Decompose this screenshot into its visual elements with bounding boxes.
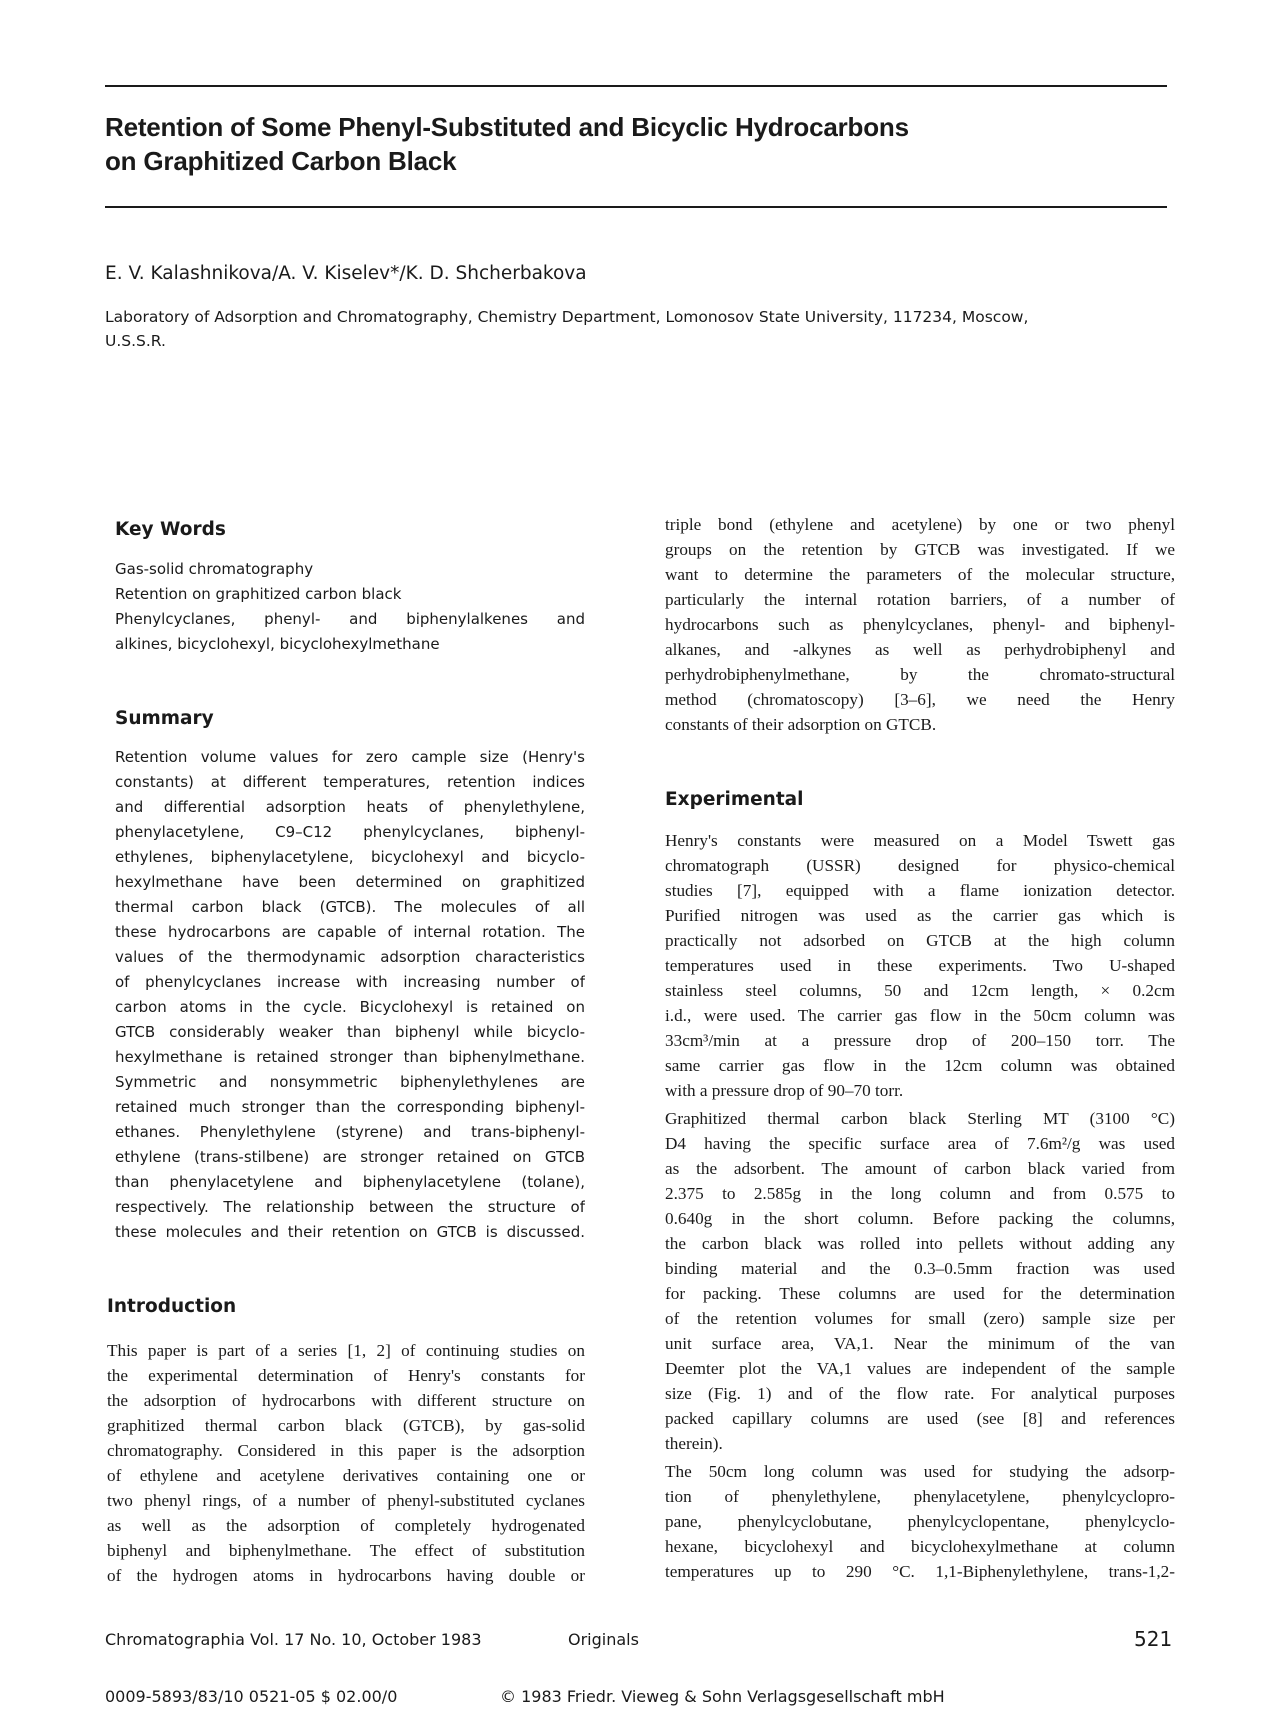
experimental-line: binding material and the 0.3–0.5mm fraction was used: [665, 1259, 1175, 1278]
summary-line: thermal carbon black (GTCB). The molecules of all: [115, 898, 585, 916]
experimental-line: packed capillary columns are used (see [8] and references: [665, 1409, 1175, 1428]
key-word-line: Phenylcyclanes, phenyl- and biphenylalkenes and: [115, 610, 585, 628]
intro-cont-line: groups on the retention by GTCB was investigated. If we: [665, 540, 1175, 559]
summary-line: hexylmethane have been determined on graphitized: [115, 873, 585, 891]
experimental-line: stainless steel columns, 50 and 12cm length, × 0.2cm: [665, 981, 1175, 1000]
experimental-line: Graphitized thermal carbon black Sterling MT (3100 °C): [665, 1109, 1175, 1128]
experimental-line: The 50cm long column was used for studying the adsorp-: [665, 1462, 1175, 1481]
summary-heading: Summary: [115, 708, 214, 729]
affiliation-line: U.S.S.R.: [105, 332, 166, 350]
summary-text: [115, 745, 585, 1245]
section-label: Originals: [568, 1630, 639, 1649]
key-words-list: [115, 557, 585, 657]
experimental-line: of the retention volumes for small (zero) sample size per: [665, 1309, 1175, 1328]
intro-cont-line: hydrocarbons such as phenylcyclanes, phenyl- and biphenyl-: [665, 615, 1175, 634]
experimental-text: [665, 828, 1175, 1584]
experimental-line: as the adsorbent. The amount of carbon black varied from: [665, 1159, 1175, 1178]
experimental-line: temperatures up to 290 °C. 1,1-Biphenylethylene, trans-1,2-: [665, 1562, 1175, 1581]
experimental-line: studies [7], equipped with a flame ionization detector.: [665, 881, 1175, 900]
experimental-line: Henry's constants were measured on a Model Tswett gas: [665, 831, 1175, 850]
experimental-line: Deemter plot the VA,1 values are independent of the sample: [665, 1359, 1175, 1378]
introduction-heading: Introduction: [107, 1296, 237, 1317]
summary-line: constants) at different temperatures, retention indices: [115, 773, 585, 791]
experimental-line: 2.375 to 2.585g in the long column and from 0.575 to: [665, 1184, 1175, 1203]
summary-line: and differential adsorption heats of phenylethylene,: [115, 798, 585, 816]
experimental-line: pane, phenylcyclobutane, phenylcyclopentane, phenylcyclo-: [665, 1512, 1175, 1531]
summary-line: ethylene (trans-stilbene) are stronger retained on GTCB: [115, 1148, 585, 1166]
introduction-text: [107, 1338, 585, 1588]
intro-cont-line: want to determine the parameters of the molecular structure,: [665, 565, 1175, 584]
intro-line: graphitized thermal carbon black (GTCB), by gas-solid: [107, 1416, 585, 1435]
summary-line: these hydrocarbons are capable of internal rotation. The: [115, 923, 585, 941]
experimental-heading: Experimental: [665, 789, 804, 810]
summary-line: of phenylcyclanes increase with increasing number of: [115, 973, 585, 991]
experimental-line: size (Fig. 1) and of the flow rate. For analytical purposes: [665, 1384, 1175, 1403]
intro-cont-line: constants of their adsorption on GTCB.: [665, 715, 937, 734]
intro-line: as well as the adsorption of completely hydrogenated: [107, 1516, 585, 1535]
intro-cont-line: perhydrobiphenylmethane, by the chromato-structural: [665, 665, 1175, 684]
intro-continued-text: [665, 512, 1175, 737]
intro-line: of ethylene and acetylene derivatives containing one or: [107, 1466, 585, 1485]
key-word-line: Gas-solid chromatography: [115, 560, 314, 578]
experimental-line: 33cm³/min at a pressure drop of 200–150 torr. The: [665, 1031, 1175, 1050]
title-bottom-rule: [105, 206, 1167, 208]
copyright-notice: © 1983 Friedr. Vieweg & Sohn Verlagsgesellschaft mbH: [500, 1687, 945, 1706]
journal-citation: Chromatographia Vol. 17 No. 10, October 1983: [105, 1630, 482, 1649]
top-rule: [105, 85, 1167, 87]
intro-line: This paper is part of a series [1, 2] of continuing studies on: [107, 1341, 585, 1360]
experimental-line: for packing. These columns are used for the determination: [665, 1284, 1175, 1303]
issn-code: 0009-5893/83/10 0521-05 $ 02.00/0: [105, 1687, 398, 1706]
key-word-line: Retention on graphitized carbon black: [115, 585, 402, 603]
summary-line: values of the thermodynamic adsorption characteristics: [115, 948, 585, 966]
summary-line: these molecules and their retention on GTCB is discussed.: [115, 1223, 585, 1241]
experimental-line: therein).: [665, 1434, 723, 1453]
experimental-line: D4 having the specific surface area of 7.6m²/g was used: [665, 1134, 1175, 1153]
summary-line: Retention volume values for zero cample size (Henry's: [115, 748, 585, 766]
summary-line: carbon atoms in the cycle. Bicyclohexyl is retained on: [115, 998, 585, 1016]
experimental-line: chromatograph (USSR) designed for physico-chemical: [665, 856, 1175, 875]
summary-line: Symmetric and nonsymmetric biphenylethylenes are: [115, 1073, 585, 1091]
page-number: 521: [1134, 1627, 1173, 1651]
summary-line: phenylacetylene, C9–C12 phenylcyclanes, biphenyl-: [115, 823, 585, 841]
intro-line: of the hydrogen atoms in hydrocarbons having double or: [107, 1566, 585, 1585]
experimental-line: the carbon black was rolled into pellets without adding any: [665, 1234, 1175, 1253]
intro-cont-line: method (chromatoscopy) [3–6], we need the Henry: [665, 690, 1175, 709]
intro-line: biphenyl and biphenylmethane. The effect of substitution: [107, 1541, 585, 1560]
title-line: on Graphitized Carbon Black: [105, 146, 457, 176]
summary-line: than phenylacetylene and biphenylacetylene (tolane),: [115, 1173, 585, 1191]
intro-line: chromatography. Considered in this paper is the adsorption: [107, 1441, 585, 1460]
affiliation: [105, 305, 1165, 353]
paper-title: [105, 110, 1165, 178]
intro-line: two phenyl rings, of a number of phenyl-substituted cyclanes: [107, 1491, 585, 1510]
experimental-line: unit surface area, VA,1. Near the minimum of the van: [665, 1334, 1175, 1353]
summary-line: respectively. The relationship between the structure of: [115, 1198, 585, 1216]
experimental-line: 0.640g in the short column. Before packing the columns,: [665, 1209, 1175, 1228]
intro-line: the experimental determination of Henry's constants for: [107, 1366, 585, 1385]
intro-cont-line: triple bond (ethylene and acetylene) by one or two phenyl: [665, 515, 1175, 534]
intro-cont-line: alkanes, and -alkynes as well as perhydrobiphenyl and: [665, 640, 1175, 659]
experimental-line: temperatures used in these experiments. Two U-shaped: [665, 956, 1175, 975]
key-word-line: alkines, bicyclohexyl, bicyclohexylmethane: [115, 635, 440, 653]
summary-line: hexylmethane is retained stronger than biphenylmethane.: [115, 1048, 585, 1066]
summary-line: retained much stronger than the corresponding biphenyl-: [115, 1098, 585, 1116]
experimental-line: same carrier gas flow in the 12cm column was obtained: [665, 1056, 1175, 1075]
intro-cont-line: particularly the internal rotation barriers, of a number of: [665, 590, 1175, 609]
affiliation-line: Laboratory of Adsorption and Chromatography, Chemistry Department, Lomonosov State University, 117234, Moscow,: [105, 308, 1029, 326]
summary-line: ethylenes, biphenylacetylene, bicyclohexyl and bicyclo-: [115, 848, 585, 866]
author-list: E. V. Kalashnikova/A. V. Kiselev*/K. D. Shcherbakova: [105, 263, 587, 284]
experimental-line: tion of phenylethylene, phenylacetylene, phenylcyclopro-: [665, 1487, 1175, 1506]
experimental-line: practically not adsorbed on GTCB at the high column: [665, 931, 1175, 950]
experimental-line: with a pressure drop of 90–70 torr.: [665, 1081, 904, 1100]
intro-line: the adsorption of hydrocarbons with different structure on: [107, 1391, 585, 1410]
key-words-heading: Key Words: [115, 519, 226, 540]
experimental-line: hexane, bicyclohexyl and bicyclohexylmethane at column: [665, 1537, 1175, 1556]
experimental-line: i.d., were used. The carrier gas flow in the 50cm column was: [665, 1006, 1175, 1025]
title-line: Retention of Some Phenyl-Substituted and Bicyclic Hydrocarbons: [105, 112, 909, 142]
experimental-line: Purified nitrogen was used as the carrier gas which is: [665, 906, 1175, 925]
summary-line: GTCB considerably weaker than biphenyl while bicyclo-: [115, 1023, 585, 1041]
summary-line: ethanes. Phenylethylene (styrene) and trans-biphenyl-: [115, 1123, 585, 1141]
